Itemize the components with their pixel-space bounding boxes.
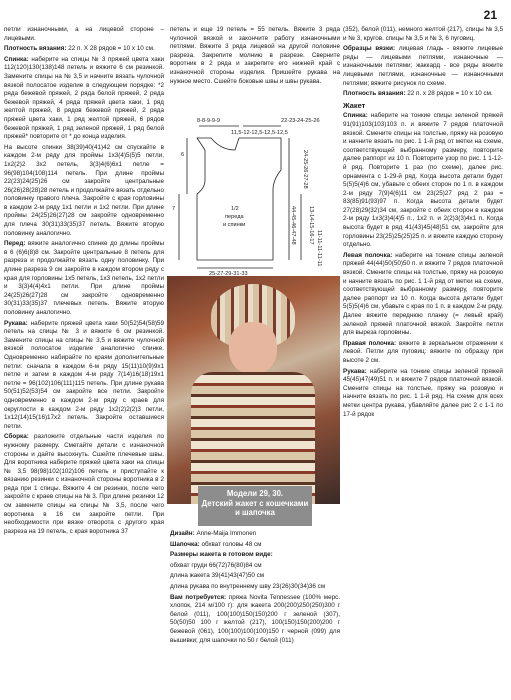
text: вяжите аналогично спинке до длины проймы в 6 (6)6(8)8 см. Закройте центральные 8 петель для разреза и продолжайте вязать одну половинку. При длине разреза 9 см закройте в каждом втором ряду с края для горловины 1х5 петель, 1х3 петель, 1х2 петли и 3(3)4(4)4х1 петли. При длине проймы 24(25)26(27)28 см закройте одновременно 30(31)33(35)37 плечевых петель. Вяжите вторую половинку аналогично. <box>4 240 164 316</box>
text: разложите отдельные части изделия по нужному размеру. Сметайте детали с изнаночной стороны и дайте высохнуть. Сшейте плечевые швы. Для воротника наберите пряжей цвета хаки на спицы № 3,5 98(98)102(102)106 петель и приступайте к вязанию резинки с изнаночной стороны воротника в 2 ряда при 1 спицы. Вяжите 4 см резинки, после чего закройте с краев спицы на № 3. При длине резинки 12 см замените спицы на спицы № 3,5, после чего воротника в 16 см закройте петли. При необходимости при вязке отворота с другого края разреза на 19 петель, с края воротника 37 <box>4 433 165 535</box>
caption-line: Модели 29, 30. <box>226 489 284 498</box>
dimension-label: 11-11-11-11-11 <box>316 230 322 267</box>
diagram-label: 1/2 <box>231 206 239 212</box>
dimension-label: 6 <box>181 152 185 158</box>
paragraph <box>343 112 503 250</box>
text: обхват головы 48 см <box>201 540 262 548</box>
face-shape <box>229 322 277 374</box>
label: Сборка: <box>4 433 29 441</box>
photo-caption <box>198 486 312 526</box>
paragraph: обхват груди 66(72)76(80)84 см <box>170 561 262 569</box>
paragraph: петель и еще 19 петель = 55 петель. Вяжите 3 ряда чулочной вязкой и закончите работу изнаночными петлями. Вяжите 3 ряда лицевой на другой половине разреза. Закрепите молнию в разрезе. Сверните воротник в 2 ряда и закрепите его нижней край с изнаночной стороны изделия. Пришейте рукава на нужное место. Сшейте боковые швы и швы рукава. <box>170 26 340 85</box>
paragraph: (352), белой (011), немного желтой (217), спицы № 3,5 и № 3, кругов. спицы № 3,5 и № 3, 6 пуговиц. <box>343 26 503 42</box>
dimension-label: 44-45-46-47-48 <box>290 206 296 245</box>
label: Правая полочка: <box>343 339 397 347</box>
text: 22 п. Х 28 рядов = 10 х 10 см. <box>68 45 155 53</box>
text: наберите на тонкие спицы зеленой пряжей 91(91)103(103)103 п. и вяжите 7 рядов платочной вязкой. Смените спицы на толстые, пряжу на розовую и начните вязать по рис. 1 1-й ряд от метки на схеме, соответствующей выбранному размеру, повторите далее раппорт из 10 п. Повторите узор по рис. 1 1-12-й ряд. Повторите 1 раз (по схеме), далее рис. орнамента с 1-29-й ряд. Когда высота детали будет 5(5)5(4)6 см, убавьте с обеих сторон по 1 п. в каждом 2-м ряду 7(9)4(6)11 см 23(25)27 ряд 2 раз = 83(85)91(93)97 п. Когда высота детали будет 27(28)29(32)34 см, закройте с обеих сторон в каждом 2-м ряду 1х3(3)4(4)5 п., 1х2 п. и 2(2)3(3)4х1 п. Когда высота будет в ряд 41(43)45(48)51 см, закройте для горловины 23(25)25(25)25 п. и вяжите каждую сторону отдельно. <box>343 112 504 249</box>
jacket-shape <box>191 372 315 504</box>
dimension-label: 22-23-24-25-26 <box>281 118 320 124</box>
text: 22 п. х 28 рядов = 10 х 10 см. <box>407 90 493 98</box>
paragraph <box>343 45 503 88</box>
paragraph: На высоте спинки 38(39)40(41)42 см спускайте в каждом 2-м ряду для проймы 1х3(4)5(5)5 петли, 1х2(2)2 3х2 петель, 3(3)4(6)6х1 петле = 96(98)104(108)114 петель. При длине проймы 22(23)24(25)26 см закройте центральные 26(26)28(28)28 петель и продолжайте вязать отдельно половинку правого плеча. Закройте с края горловины в каждом 2-м ряду 1х1 петли и 1х2 петли. При длине проймы 24(25)26(27)28 см закройте одновременно для плеча 30(31)33(35)37 петель. Вяжите вторую половинку аналогично. <box>4 143 165 237</box>
dimension-label: 11,5-12-12,5-12,5-12,5 <box>231 130 288 136</box>
dimension-label: 24-25-26-27-28 <box>302 150 308 189</box>
paragraph <box>170 594 340 646</box>
column-middle-top <box>170 26 340 86</box>
paragraph <box>343 340 503 366</box>
label: Дизайн: <box>170 530 195 537</box>
dimension-label: 8-8-9-9-9 <box>197 118 221 124</box>
label: Спинка: <box>4 55 29 63</box>
label: Спинка: <box>343 112 368 120</box>
paragraph <box>170 541 340 550</box>
text: наберите на тонкие спицы зеленой пряжей 45(45)47(49)51 п. и вяжите 7 рядов платочной вязкой. Смените спицы на толстые, пряжу на розовую и начните вязать по рис. 1 1-й ряд. На схеме для всех метки центра рукава, убавляйте далее рис 2 с 1-1 по 17-й рядок <box>343 367 504 418</box>
paragraph <box>170 551 340 560</box>
label: Рукава: <box>343 367 367 375</box>
paragraph: длина жакета 39(41)43(47)50 см <box>170 572 265 580</box>
text: наберите пряжей цвета хаки 50(52)54(58)59 петель на спицы № 3 и вяжите 6 см резинкой. Замените спицы на спицы № 3,5 и вяжите чулочной вязкой полосатое изделие аналогично спинке. Одновременно набирайте по краям дополнительные петли: сначала в каждом 6-м ряду 15(11)10(9)9х1 петле и затем в каждом 4-м ряду 7(14)16(18)19х1 петле = 96(102)106(111)115 петель. При длине рукава 50(51)52(53)54 см закройте все петли. Закройте одновременно в каждом 2-м ряду с краев для округлости в каждом 2-м ряду 1х2(2)2(2)3 петли, 1х12(14)15(16)17х2 петель. Закройте оставшиеся петли. <box>4 319 164 430</box>
paragraph <box>343 368 503 420</box>
label: Образцы вязки: <box>343 45 396 53</box>
paragraph <box>4 433 164 536</box>
text: вяжите в зеркальном отражении к левой. Петли для пуговиц: вяжите по образцу при высоте 2 см. <box>343 339 503 364</box>
label: Рукава: <box>4 319 28 327</box>
text: лицевая гладь - вяжите лицевые ряды — лицевыми петлями, изнаночные — изнаночными петлями; жаккард - все ряды вяжите лицевыми петлями, изнаночные — изнаночными петлями; вяжите рисунок по схеме. <box>343 45 503 87</box>
section-heading: Жакет <box>343 100 366 110</box>
paragraph <box>4 320 164 432</box>
paragraph: петли изнаночными, а на лицевой стороне – лицевыми. <box>4 26 164 42</box>
label: Перед: <box>4 240 26 248</box>
dimension-label: 7 <box>172 206 176 212</box>
text: наберите на тонкие спицы зеленой пряжей 44(44)50(50)50 п. и вяжите 7 рядов платочной вязкой. Смените спицы на толстые, пряжу на розовую и начните вязать по рис. 1 1-й ряд от метки на схеме, соответствующей выбранному размеру, повторите далее раппорт из 10 п. Когда высота детали будет 5(5)5(4)6 см, убавьте с края по 1 п. в каждом 2-м ряду. Далее вяжите переднюю планку (= левый край) зеленой пряжей платочной вязкой. Закройте петли для выреза горловины. <box>343 251 503 337</box>
dimension-label: 13-14-15-16-17 <box>308 206 314 245</box>
paragraph: длина рукава по внутреннему шву 23(26)30(34)36 см <box>170 582 326 590</box>
label: Размеры жакета в готовом виде: <box>170 551 273 559</box>
column-right <box>343 26 503 421</box>
label: Вам потребуется: <box>170 593 227 601</box>
label: Левая полочка: <box>343 251 393 259</box>
label: Шапочка: <box>170 540 200 548</box>
paragraph <box>4 45 164 54</box>
dimension-label: 25-27-29-31-33 <box>209 271 248 275</box>
caption-line: и шапочка <box>235 508 275 518</box>
paragraph <box>170 530 340 539</box>
paragraph <box>343 90 503 99</box>
column-left <box>4 26 164 538</box>
label: Плотность вязания: <box>343 90 406 98</box>
page-number: 21 <box>483 8 497 22</box>
paragraph <box>4 56 164 142</box>
diagram-label: переда <box>225 214 244 220</box>
caption-line: Детский жакет с кошечками <box>201 498 309 508</box>
column-middle-bottom <box>170 530 340 647</box>
diagram-label: и спинки <box>223 222 246 228</box>
text: Anne-Maija Immonen <box>196 530 257 537</box>
model-photo <box>167 276 340 504</box>
pattern-diagram <box>169 110 339 275</box>
text: наберите на спицы № 3 пряжей цвета хаки 112(120)130(138)148 петель и вяжите 6 см резинкой. Замените спицы на № 3,5 и начните вязать чулочной вязкой полосатое изделие в следующем порядке: *2 ряда бежевой пряжей, 2 ряда белой пряжей, 2 ряда бежевой пряжей, 4 ряда пряжей цвета хаки, 1 ряд желтой пряжей, 8 рядов бежевой пряжей, 2 ряда пряжей цвета хаки, 1 ряд желтой пряжей, 6 рядов бежевой пряжей, 1 ряд зеленой пряжей, 1 ряд белой пряжей* повторите от * до конца изделия. <box>4 55 164 141</box>
paragraph <box>343 252 503 338</box>
text: пряжа Novita Tennessee (100% мерс. хлопок, 214 м/100 г): для жакета 200(200)250(250)300 г белой (011), 100(100)150(150)200 г зеленой (307), 50(50)50 100 г желтой (217), 100(150)150(200)200 г бежевой (061), 100(100)100(100)150 г черной (099) для вышивки; для шапочки по 50 г белой (011) <box>170 593 340 644</box>
paragraph <box>4 240 164 317</box>
label: Плотность вязания: <box>4 45 67 53</box>
